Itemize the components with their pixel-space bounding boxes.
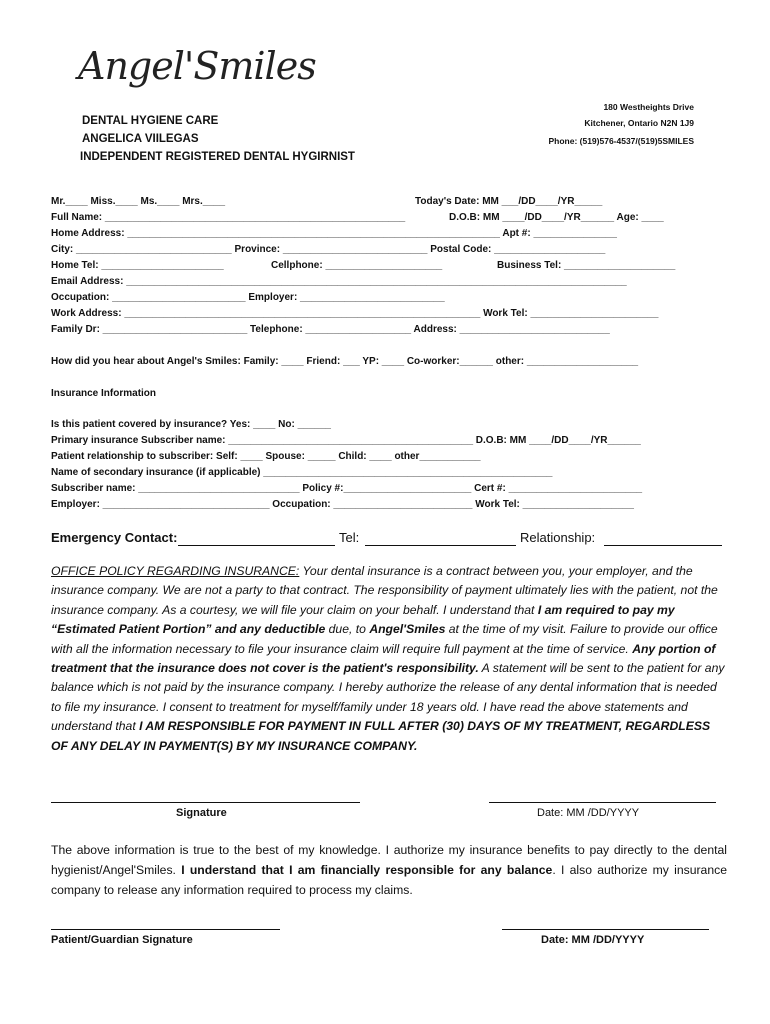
- form-block: [51, 196, 676, 510]
- policy-heading: OFFICE POLICY REGARDING INSURANCE:: [51, 564, 300, 578]
- logo: [78, 44, 316, 88]
- signature-label: Signature: [176, 807, 227, 819]
- todays-date-field[interactable]: Today's Date: MM ___/DD____/YR_____: [415, 196, 603, 207]
- family-dr-field[interactable]: Family Dr: __________________________ Telephone: ___________________ Address: ___________________________: [51, 324, 610, 335]
- email-field[interactable]: Email Address: __________________________________________________________________________________________: [51, 276, 627, 287]
- emergency-relationship-line[interactable]: [604, 545, 722, 546]
- emergency-contact-label: Emergency Contact:: [51, 530, 178, 545]
- emergency-tel-label: Tel:: [339, 530, 360, 545]
- authorization-bold: I understand that I am financially responsible for any balance: [181, 863, 553, 877]
- emergency-tel-line[interactable]: [365, 545, 516, 546]
- authorization-text-1: The above information is true to the best of my knowledge. I authorize my insurance benefits to pay directly to the dental hygienist/Angel'Smiles.: [51, 843, 727, 877]
- business-tel-field[interactable]: Business Tel: ____________________: [497, 260, 676, 271]
- guardian-date-line[interactable]: [502, 929, 709, 930]
- work-address-field[interactable]: Work Address: ________________________________________________________________ Work Tel: _______________________: [51, 308, 659, 319]
- dob-age-field[interactable]: D.O.B: MM ____/DD____/YR______ Age: ____: [449, 212, 664, 223]
- guardian-signature-line[interactable]: [51, 929, 280, 930]
- policy-text-2: due, to: [325, 622, 370, 637]
- insurance-heading: Insurance Information: [51, 388, 157, 399]
- practice-line-1: DENTAL HYGIENE CARE: [82, 115, 219, 127]
- authorization-paragraph: [51, 840, 727, 900]
- policy-bold-2: Angel'Smiles: [369, 622, 446, 637]
- policy-bold-1: I am required to pay my “Estimated Patient Portion” and any deductible: [51, 602, 675, 637]
- city-field[interactable]: City: ____________________________ Province: __________________________ Postal Code: ____________________: [51, 244, 606, 255]
- policy-text-3: at the time of my visit. Failure to provide our office with all the information necessary to file your insurance claim will require full payment at the time of service.: [51, 622, 718, 656]
- emergency-contact-line[interactable]: [178, 545, 335, 546]
- secondary-insurance-field[interactable]: Name of secondary insurance (if applicable) ____________________________________________________: [51, 467, 553, 478]
- covered-field[interactable]: Is this patient covered by insurance? Yes: ____ No: ______: [51, 419, 331, 430]
- relationship-field[interactable]: Patient relationship to subscriber: Self: ____ Spouse: _____ Child: ____ other___________: [51, 451, 481, 462]
- policy-bold-3: Any portion of treatment that the insurance does not cover is the patient's responsibility.: [51, 641, 716, 676]
- signature-line[interactable]: [51, 802, 360, 803]
- subscriber-policy-cert-field[interactable]: Subscriber name: _____________________________ Policy #:_______________________ Cert #: ________________________: [51, 483, 643, 494]
- policy-text-4: A statement will be sent to the patient for any balance which is not paid by the insurance company. I hereby authorize the release of any dental information that is needed to file my insurance. I consent to treatment for myself/family under 18 years old. I have read the above statements and understand that: [51, 661, 725, 734]
- address-phone: Phone: (519)576-4537/(519)5SMILES: [548, 136, 694, 146]
- home-address-field[interactable]: Home Address: ___________________________________________________________________ Apt #: _______________: [51, 228, 617, 239]
- date-line[interactable]: [489, 802, 716, 803]
- home-tel-field[interactable]: Home Tel: ______________________: [51, 260, 224, 271]
- occupation-employer-field[interactable]: Occupation: ________________________ Employer: __________________________: [51, 292, 445, 303]
- guardian-date-label: Date: MM /DD/YYYY: [541, 934, 645, 946]
- policy-text-1: Your dental insurance is a contract between you, your employer, and the insurance company. We are not a party to that contract. The responsibility of payment ultimately lies with the patient, not the insurance company. As a courtesy, we will file your claim on your behalf. I understand that: [51, 564, 718, 617]
- practice-line-3: INDEPENDENT REGISTERED DENTAL HYGIRNIST: [80, 151, 355, 163]
- titles-field[interactable]: Mr.____ Miss.____ Ms.____ Mrs.____: [51, 196, 226, 207]
- full-name-field[interactable]: Full Name: ______________________________________________________: [51, 212, 406, 223]
- office-policy-paragraph: [51, 562, 725, 756]
- practice-line-2: ANGELICA VIILEGAS: [82, 133, 199, 145]
- primary-subscriber-field[interactable]: Primary insurance Subscriber name: ____________________________________________ D.O.B: MM ____/DD____/YR______: [51, 435, 641, 446]
- emergency-relationship-label: Relationship:: [520, 530, 596, 545]
- guardian-signature-label: Patient/Guardian Signature: [51, 934, 193, 946]
- employer-occupation-worktel-field[interactable]: Employer: ______________________________ Occupation: _________________________ Work Tel: ____________________: [51, 499, 634, 510]
- logo-text: Angel'Smiles: [78, 44, 316, 88]
- address-street: 180 Westheights Drive: [603, 102, 694, 112]
- address-city: Kitchener, Ontario N2N 1J9: [584, 118, 694, 128]
- how-hear-field[interactable]: How did you hear about Angel's Smiles: Family: ____ Friend: ___ YP: ____ Co-worker:______ other: ____________________: [51, 356, 639, 367]
- date-label: Date: MM /DD/YYYY: [537, 807, 640, 819]
- policy-bold-4: I AM RESPONSIBLE FOR PAYMENT IN FULL AFTER (30) DAYS OF MY TREATMENT, REGARDLESS OF ANY DELAY IN PAYMENT(S) BY MY INSURANCE COMPANY.: [51, 719, 711, 753]
- cellphone-field[interactable]: Cellphone: _____________________: [271, 260, 443, 271]
- authorization-text-2: . I also authorize my insurance company to release any information required to process my claims.: [51, 863, 727, 897]
